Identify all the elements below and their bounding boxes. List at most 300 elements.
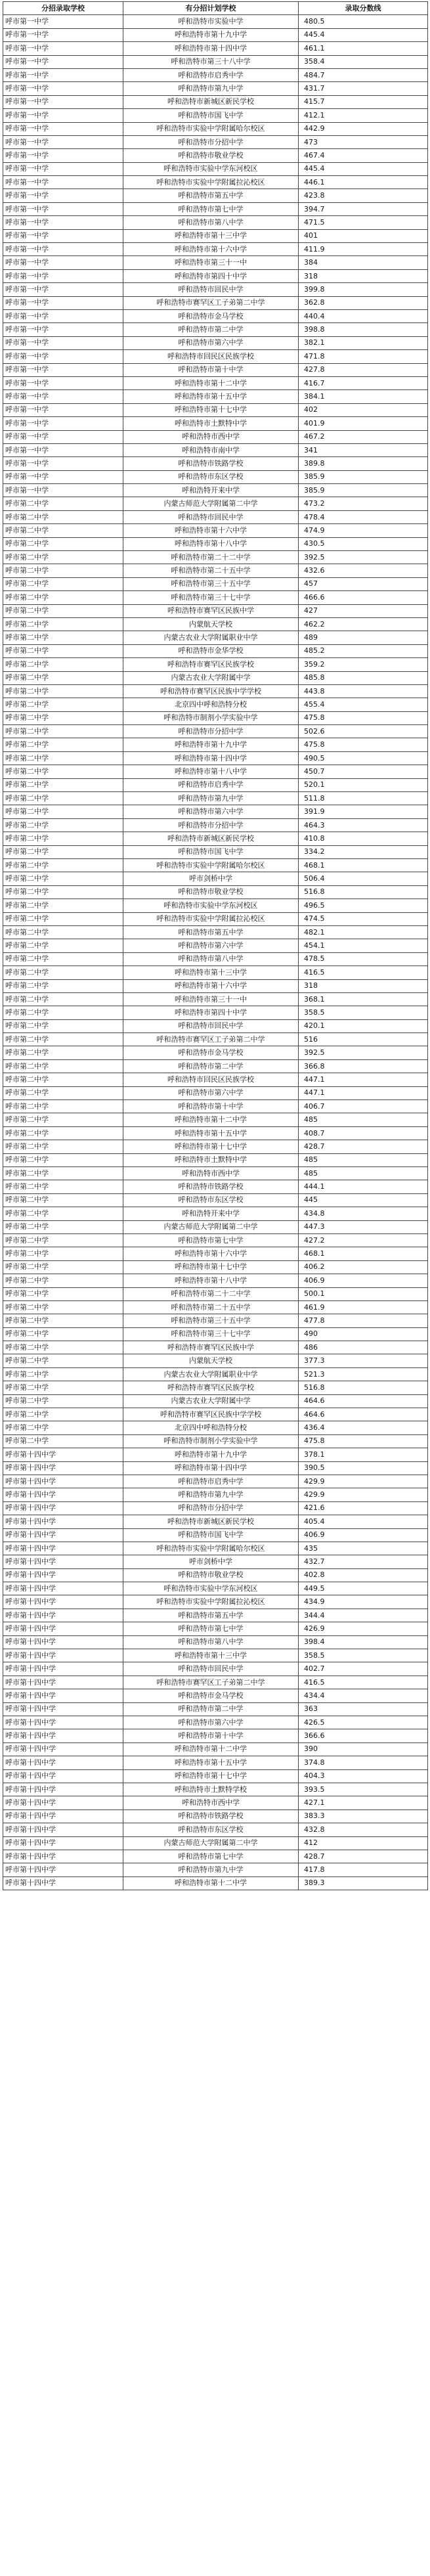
table-row (3, 1287, 428, 1300)
table-row (3, 1622, 428, 1635)
quota-school-cell: 内蒙古农业大学附属中学 (123, 671, 299, 684)
quota-school-cell: 呼和浩特市回民区民族学校 (123, 1073, 299, 1086)
table-row (3, 1702, 428, 1716)
table-row (3, 68, 428, 81)
table-row (3, 457, 428, 470)
score-line-cell: 431.7 (299, 82, 428, 95)
admission-school-cell: 呼市第十四中学 (3, 1555, 123, 1568)
score-line-cell: 484.7 (299, 68, 428, 81)
table-row (3, 1716, 428, 1729)
quota-school-cell: 呼和浩特开来中学 (123, 484, 299, 497)
table-row (3, 1528, 428, 1542)
admission-school-cell: 呼市第二中学 (3, 1233, 123, 1247)
quota-school-cell: 呼和浩特市第二十二中学 (123, 551, 299, 564)
quota-school-cell: 呼和浩特市回民中学 (123, 1662, 299, 1676)
admission-school-cell: 呼市第二中学 (3, 1019, 123, 1033)
score-line-cell: 384.1 (299, 390, 428, 403)
quota-school-cell: 呼和浩特市第六中学 (123, 1086, 299, 1099)
quota-school-cell: 呼和浩特市第十四中学 (123, 42, 299, 55)
admission-school-cell: 呼市第一中学 (3, 323, 123, 336)
table-row (3, 845, 428, 858)
table-row (3, 1501, 428, 1515)
table-row (3, 1408, 428, 1421)
table-row (3, 765, 428, 778)
admission-school-cell: 呼市第一中学 (3, 135, 123, 148)
admission-school-cell: 呼市第二中学 (3, 885, 123, 899)
table-row (3, 1448, 428, 1461)
table-row (3, 82, 428, 95)
score-line-cell: 478.4 (299, 510, 428, 523)
quota-school-cell: 呼和浩特市实验中学附属拉沁校区 (123, 1595, 299, 1609)
table-row (3, 925, 428, 939)
quota-school-cell: 呼和浩特市第十七中学 (123, 1140, 299, 1153)
score-line-cell: 366.6 (299, 1729, 428, 1743)
table-row (3, 1783, 428, 1796)
score-line-cell: 362.8 (299, 296, 428, 309)
score-line-cell: 471.8 (299, 350, 428, 363)
score-line-cell: 390.5 (299, 1461, 428, 1475)
quota-school-cell: 呼和浩特市第二十二中学 (123, 1287, 299, 1300)
quota-school-cell: 呼和浩特市赛罕区民族中学学校 (123, 684, 299, 698)
score-line-cell: 467.2 (299, 430, 428, 443)
score-line-cell: 358.5 (299, 1006, 428, 1019)
score-line-cell: 427.1 (299, 1796, 428, 1810)
quota-school-cell: 呼和浩特市土默特中学 (123, 1153, 299, 1166)
score-line-cell: 442.9 (299, 122, 428, 135)
quota-school-cell: 呼和浩特市实验中学附属拉沁校区 (123, 176, 299, 189)
score-line-cell: 318 (299, 269, 428, 282)
admission-school-cell: 呼市第二中学 (3, 551, 123, 564)
admission-school-cell: 呼市第一中学 (3, 363, 123, 376)
table-row (3, 832, 428, 845)
table-row (3, 323, 428, 336)
quota-school-cell: 呼和浩特市第六中学 (123, 1716, 299, 1729)
table-row (3, 1367, 428, 1381)
score-line-cell: 358.5 (299, 1649, 428, 1662)
quota-school-cell: 呼和浩特市铁路学校 (123, 457, 299, 470)
admission-school-cell: 呼市第二中学 (3, 805, 123, 818)
admission-school-cell: 呼市第一中学 (3, 162, 123, 175)
table-row (3, 162, 428, 175)
table-row (3, 243, 428, 256)
score-line-cell: 428.7 (299, 1140, 428, 1153)
header-score-line: 录取分数线 (299, 2, 428, 15)
admission-school-cell: 呼市第一中学 (3, 443, 123, 456)
table-row (3, 1689, 428, 1702)
admission-school-cell: 呼市第十四中学 (3, 1796, 123, 1810)
score-line-cell: 374.8 (299, 1756, 428, 1769)
score-line-cell: 358.4 (299, 55, 428, 68)
admission-school-cell: 呼市第一中学 (3, 430, 123, 443)
score-line-cell: 434.9 (299, 1595, 428, 1609)
admission-school-cell: 呼市第二中学 (3, 1086, 123, 1099)
admission-school-cell: 呼市第二中学 (3, 604, 123, 617)
score-line-cell: 427 (299, 604, 428, 617)
admission-school-cell: 呼市第二中学 (3, 979, 123, 992)
quota-school-cell: 呼和浩特市实验中学东河校区 (123, 1582, 299, 1595)
score-line-cell: 468.1 (299, 1247, 428, 1260)
score-line-cell: 421.6 (299, 1501, 428, 1515)
quota-school-cell: 呼和浩特市赛罕区工子弟第二中学 (123, 1033, 299, 1046)
table-row (3, 1327, 428, 1341)
quota-school-cell: 呼和浩特市第十七中学 (123, 403, 299, 416)
admission-school-cell: 呼市第一中学 (3, 216, 123, 229)
quota-school-cell: 呼和浩特开来中学 (123, 1207, 299, 1220)
quota-school-cell: 呼和浩特市第三十五中学 (123, 577, 299, 590)
admission-school-cell: 呼市第二中学 (3, 1033, 123, 1046)
admission-school-cell: 呼市第十四中学 (3, 1488, 123, 1501)
admission-school-cell: 呼市第二中学 (3, 925, 123, 939)
quota-school-cell: 呼和浩特市新城区新民学校 (123, 832, 299, 845)
admission-school-cell: 呼市第一中学 (3, 269, 123, 282)
table-row (3, 1260, 428, 1274)
quota-school-cell: 北京四中呼和浩特分校 (123, 698, 299, 711)
score-line-cell: 378.1 (299, 1448, 428, 1461)
score-line-cell: 412 (299, 1836, 428, 1850)
score-line-cell: 410.8 (299, 832, 428, 845)
quota-school-cell: 呼和浩特市赛罕区民族中学学校 (123, 1408, 299, 1421)
table-row (3, 711, 428, 724)
score-line-cell: 447.1 (299, 1086, 428, 1099)
table-row (3, 1635, 428, 1649)
header-admission-school: 分招录取学校 (3, 2, 123, 15)
score-line-cell: 464.6 (299, 1394, 428, 1408)
table-row (3, 1488, 428, 1501)
table-row (3, 966, 428, 979)
admission-school-cell: 呼市第十四中学 (3, 1582, 123, 1595)
table-row (3, 738, 428, 751)
score-line-cell: 405.4 (299, 1515, 428, 1528)
score-line-cell: 427.2 (299, 1233, 428, 1247)
admission-school-cell: 呼市第十四中学 (3, 1609, 123, 1622)
quota-school-cell: 呼和浩特市实验中学附属拉沁校区 (123, 912, 299, 925)
admission-school-cell: 呼市第十四中学 (3, 1568, 123, 1582)
score-line-cell: 389.3 (299, 1876, 428, 1890)
table-row (3, 470, 428, 483)
table-row (3, 202, 428, 215)
admission-school-cell: 呼市第十四中学 (3, 1689, 123, 1702)
admission-school-cell: 呼市第二中学 (3, 1421, 123, 1434)
score-line-cell: 455.4 (299, 698, 428, 711)
table-row (3, 216, 428, 229)
score-line-cell: 478.5 (299, 952, 428, 966)
score-line-cell: 502.6 (299, 725, 428, 738)
table-row (3, 564, 428, 577)
table-row (3, 1461, 428, 1475)
quota-school-cell: 内蒙古师范大学附属第二中学 (123, 497, 299, 510)
score-line-cell: 398.8 (299, 323, 428, 336)
table-row (3, 1649, 428, 1662)
quota-school-cell: 呼和浩特市第九中学 (123, 792, 299, 805)
score-line-cell: 506.4 (299, 872, 428, 885)
admission-school-cell: 呼市第二中学 (3, 1073, 123, 1086)
admission-school-cell: 呼市第二中学 (3, 497, 123, 510)
admission-school-cell: 呼市第一中学 (3, 42, 123, 55)
admission-school-cell: 呼市第二中学 (3, 1341, 123, 1354)
quota-school-cell: 北京四中呼和浩特分校 (123, 1421, 299, 1434)
admission-school-cell: 呼市第十四中学 (3, 1501, 123, 1515)
table-row (3, 1207, 428, 1220)
table-row (3, 1193, 428, 1207)
quota-school-cell: 呼和浩特市启秀中学 (123, 68, 299, 81)
score-line-cell: 432.8 (299, 1823, 428, 1836)
admission-school-cell: 呼市第二中学 (3, 510, 123, 523)
table-row (3, 296, 428, 309)
score-line-cell: 401.9 (299, 417, 428, 430)
admission-school-cell: 呼市第二中学 (3, 1367, 123, 1381)
admission-school-cell: 呼市第二中学 (3, 1274, 123, 1287)
quota-school-cell: 呼和浩特市第七中学 (123, 1850, 299, 1863)
table-row (3, 109, 428, 122)
admission-school-cell: 呼市第十四中学 (3, 1542, 123, 1555)
score-line-cell: 444.1 (299, 1180, 428, 1193)
admission-school-cell: 呼市第二中学 (3, 1394, 123, 1408)
table-row (3, 229, 428, 242)
table-row (3, 430, 428, 443)
quota-school-cell: 呼和浩特市第四十中学 (123, 269, 299, 282)
quota-school-cell: 呼和浩特市第十二中学 (123, 376, 299, 389)
table-row (3, 1100, 428, 1113)
score-line-cell: 486 (299, 1341, 428, 1354)
admission-school-cell: 呼市第二中学 (3, 644, 123, 657)
score-line-cell: 382.1 (299, 336, 428, 349)
admission-school-cell: 呼市第二中学 (3, 1408, 123, 1421)
table-row (3, 309, 428, 322)
table-row (3, 1743, 428, 1756)
admission-school-cell: 呼市第一中学 (3, 68, 123, 81)
score-line-cell: 485 (299, 1153, 428, 1166)
quota-school-cell: 呼和浩特市实验中学附属哈尔校区 (123, 1542, 299, 1555)
admission-school-cell: 呼市第二中学 (3, 671, 123, 684)
table-row (3, 1046, 428, 1059)
admission-school-cell: 呼市第十四中学 (3, 1528, 123, 1542)
quota-school-cell: 呼和浩特市第四十中学 (123, 1006, 299, 1019)
table-row (3, 1140, 428, 1153)
score-line-cell: 402 (299, 403, 428, 416)
quota-school-cell: 呼和浩特市东区学校 (123, 1823, 299, 1836)
admission-school-cell: 呼市第十四中学 (3, 1876, 123, 1890)
table-row (3, 658, 428, 671)
table-row (3, 1180, 428, 1193)
table-row (3, 591, 428, 604)
quota-school-cell: 呼和浩特市西中学 (123, 1166, 299, 1180)
quota-school-cell: 呼和浩特市第十中学 (123, 363, 299, 376)
quota-school-cell: 呼和浩特市第十六中学 (123, 979, 299, 992)
table-row (3, 376, 428, 389)
quota-school-cell: 呼和浩特市第十六中学 (123, 524, 299, 537)
quota-school-cell: 呼和浩特市铁路学校 (123, 1810, 299, 1823)
score-line-cell: 377.3 (299, 1354, 428, 1367)
admission-school-cell: 呼市第二中学 (3, 872, 123, 885)
score-line-cell: 401 (299, 229, 428, 242)
admission-school-cell: 呼市第一中学 (3, 283, 123, 296)
table-row (3, 122, 428, 135)
score-line-cell: 449.5 (299, 1582, 428, 1595)
admission-school-cell: 呼市第二中学 (3, 1126, 123, 1140)
score-line-cell: 480.5 (299, 15, 428, 28)
quota-school-cell: 呼和浩特市实验中学东河校区 (123, 899, 299, 912)
table-row (3, 1274, 428, 1287)
quota-school-cell: 呼和浩特市第五中学 (123, 1609, 299, 1622)
quota-school-cell: 呼和浩特市制剂小学实验中学 (123, 1434, 299, 1448)
admission-school-cell: 呼市第二中学 (3, 751, 123, 765)
score-line-cell: 475.8 (299, 738, 428, 751)
score-line-cell: 434.8 (299, 1207, 428, 1220)
table-row (3, 1059, 428, 1073)
score-line-cell: 461.9 (299, 1300, 428, 1314)
admission-school-cell: 呼市第二中学 (3, 1006, 123, 1019)
quota-school-cell: 呼和浩特市第三十七中学 (123, 591, 299, 604)
admission-school-cell: 呼市第二中学 (3, 1260, 123, 1274)
admission-school-cell: 呼市第十四中学 (3, 1756, 123, 1769)
quota-school-cell: 呼和浩特市回民中学 (123, 1019, 299, 1033)
admission-school-cell: 呼市第一中学 (3, 189, 123, 202)
quota-school-cell: 呼和浩特市第十九中学 (123, 28, 299, 41)
score-line-cell: 511.8 (299, 792, 428, 805)
table-row (3, 631, 428, 644)
quota-school-cell: 呼和浩特市制剂小学实验中学 (123, 711, 299, 724)
score-line-cell: 490.5 (299, 751, 428, 765)
admission-school-cell: 呼市第二中学 (3, 1220, 123, 1233)
score-line-cell: 496.5 (299, 899, 428, 912)
admission-school-cell: 呼市第一中学 (3, 243, 123, 256)
table-row (3, 684, 428, 698)
quota-school-cell: 呼和浩特市赛罕区民族中学 (123, 604, 299, 617)
quota-school-cell: 呼和浩特市敬业学校 (123, 1568, 299, 1582)
quota-school-cell: 呼和浩特市赛罕区民族中学 (123, 1341, 299, 1354)
table-row (3, 885, 428, 899)
quota-school-cell: 呼和浩特市第十五中学 (123, 390, 299, 403)
table-row (3, 1421, 428, 1434)
table-row (3, 1676, 428, 1689)
table-row (3, 1823, 428, 1836)
score-line-cell: 426.5 (299, 1716, 428, 1729)
admission-school-cell: 呼市第十四中学 (3, 1716, 123, 1729)
score-line-cell: 462.2 (299, 617, 428, 631)
quota-school-cell: 呼和浩特市第十三中学 (123, 966, 299, 979)
score-line-cell: 390 (299, 1743, 428, 1756)
quota-school-cell: 呼和浩特市实验中学附属哈尔校区 (123, 859, 299, 872)
quota-school-cell: 呼和浩特市第十五中学 (123, 1756, 299, 1769)
quota-school-cell: 呼和浩特市新城区新民学校 (123, 1515, 299, 1528)
quota-school-cell: 呼和浩特市南中学 (123, 443, 299, 456)
table-row (3, 537, 428, 550)
table-row (3, 1729, 428, 1743)
score-line-cell: 521.3 (299, 1367, 428, 1381)
score-line-cell: 435 (299, 1542, 428, 1555)
quota-school-cell: 呼和浩特市金华学校 (123, 644, 299, 657)
table-row (3, 1086, 428, 1099)
admission-school-cell: 呼市第二中学 (3, 617, 123, 631)
table-row (3, 698, 428, 711)
admission-school-cell: 呼市第二中学 (3, 1046, 123, 1059)
quota-school-cell: 呼和浩特市第十六中学 (123, 1247, 299, 1260)
quota-school-cell: 呼和浩特市第五中学 (123, 925, 299, 939)
table-row (3, 1609, 428, 1622)
score-line-cell: 416.5 (299, 966, 428, 979)
score-line-cell: 475.8 (299, 1434, 428, 1448)
quota-school-cell: 呼和浩特市第二中学 (123, 1059, 299, 1073)
quota-school-cell: 呼和浩特市第十八中学 (123, 765, 299, 778)
table-row (3, 939, 428, 952)
score-line-cell: 420.1 (299, 1019, 428, 1033)
quota-school-cell: 呼和浩特市启秀中学 (123, 778, 299, 791)
quota-school-cell: 呼和浩特市第十九中学 (123, 1448, 299, 1461)
quota-school-cell: 呼和浩特市第十八中学 (123, 1274, 299, 1287)
quota-school-cell: 呼和浩特市第二中学 (123, 1702, 299, 1716)
table-row (3, 363, 428, 376)
table-row (3, 577, 428, 590)
quota-school-cell: 呼和浩特市第六中学 (123, 939, 299, 952)
table-row (3, 604, 428, 617)
quota-school-cell: 呼和浩特市国飞中学 (123, 109, 299, 122)
table-row (3, 1542, 428, 1555)
admission-school-cell: 呼市第一中学 (3, 122, 123, 135)
table-row (3, 403, 428, 416)
admission-school-cell: 呼市第一中学 (3, 417, 123, 430)
table-row (3, 1300, 428, 1314)
admission-school-cell: 呼市第二中学 (3, 912, 123, 925)
score-line-cell: 432.6 (299, 564, 428, 577)
quota-school-cell: 呼和浩特市赛罕区民族学校 (123, 658, 299, 671)
table-row (3, 899, 428, 912)
score-line-cell: 398.4 (299, 1635, 428, 1649)
admission-school-cell: 呼市第二中学 (3, 1207, 123, 1220)
admission-school-cell: 呼市第二中学 (3, 537, 123, 550)
score-line-cell: 485 (299, 1113, 428, 1126)
quota-school-cell: 呼和浩特市第九中学 (123, 1863, 299, 1876)
score-line-cell: 447.3 (299, 1220, 428, 1233)
score-line-cell: 430.5 (299, 537, 428, 550)
table-row (3, 551, 428, 564)
admission-school-cell: 呼市第十四中学 (3, 1836, 123, 1850)
score-line-cell: 482.1 (299, 925, 428, 939)
score-line-cell: 393.5 (299, 1783, 428, 1796)
admission-school-cell: 呼市第十四中学 (3, 1595, 123, 1609)
table-row (3, 1033, 428, 1046)
table-row (3, 1555, 428, 1568)
admission-school-cell: 呼市第二中学 (3, 939, 123, 952)
quota-school-cell: 呼和浩特市分招中学 (123, 725, 299, 738)
quota-school-cell: 呼和浩特市第八中学 (123, 216, 299, 229)
quota-school-cell: 呼和浩特市实验中学东河校区 (123, 162, 299, 175)
quota-school-cell: 呼和浩特市东区学校 (123, 470, 299, 483)
quota-school-cell: 呼和浩特市第十六中学 (123, 243, 299, 256)
score-line-cell: 445 (299, 1193, 428, 1207)
admission-school-cell: 呼市第二中学 (3, 952, 123, 966)
score-line-cell: 363 (299, 1702, 428, 1716)
score-line-cell: 318 (299, 979, 428, 992)
admission-school-cell: 呼市第二中学 (3, 1247, 123, 1260)
quota-school-cell: 呼和浩特市第七中学 (123, 1622, 299, 1635)
admission-school-cell: 呼市第二中学 (3, 1354, 123, 1367)
table-row (3, 617, 428, 631)
admission-school-cell: 呼市第二中学 (3, 966, 123, 979)
admission-school-cell: 呼市第二中学 (3, 1193, 123, 1207)
quota-school-cell: 呼和浩特市第三十七中学 (123, 1327, 299, 1341)
score-line-cell: 402.8 (299, 1568, 428, 1582)
quota-school-cell: 呼和浩特市第六中学 (123, 805, 299, 818)
admission-school-cell: 呼市第二中学 (3, 1381, 123, 1394)
admission-school-cell: 呼市第十四中学 (3, 1662, 123, 1676)
table-row (3, 1434, 428, 1448)
table-row (3, 1166, 428, 1180)
score-line-cell: 450.7 (299, 765, 428, 778)
table-row (3, 644, 428, 657)
score-line-cell: 436.4 (299, 1421, 428, 1434)
table-row (3, 283, 428, 296)
admission-school-cell: 呼市第二中学 (3, 564, 123, 577)
